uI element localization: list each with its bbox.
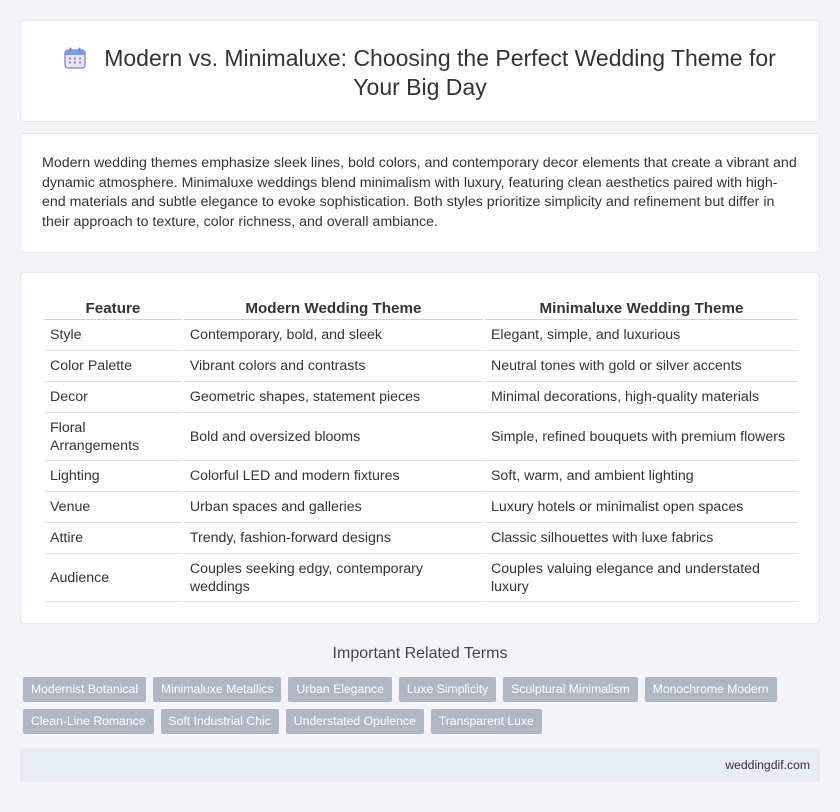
table-cell: Simple, refined bouquets with premium flowers (485, 413, 798, 461)
table-cell: Colorful LED and modern fixtures (184, 461, 483, 492)
column-header-minimaluxe: Minimaluxe Wedding Theme (485, 295, 798, 320)
table-cell: Soft, warm, and ambient lighting (485, 461, 798, 492)
column-header-modern: Modern Wedding Theme (184, 295, 483, 320)
title-card (20, 20, 820, 122)
comparison-table (42, 295, 800, 602)
table-cell: Attire (44, 523, 182, 554)
table-cell: Style (44, 320, 182, 351)
table-cell: Neutral tones with gold or silver accents (485, 351, 798, 382)
table-cell: Classic silhouettes with luxe fabrics (485, 523, 798, 554)
related-tag[interactable]: Monochrome Modern (645, 677, 777, 702)
related-tag[interactable]: Understated Opulence (286, 709, 424, 734)
calendar-icon (64, 47, 86, 69)
table-cell: Urban spaces and galleries (184, 492, 483, 523)
page-title: Modern vs. Minimaluxe: Choosing the Perfect Wedding Theme for Your Big Day (104, 45, 776, 100)
related-terms-title: Important Related Terms (332, 645, 508, 662)
related-tag[interactable]: Soft Industrial Chic (161, 709, 279, 734)
table-row (44, 492, 798, 523)
footer (20, 748, 820, 782)
page-title-wrap (45, 44, 795, 102)
table-cell: Couples seeking edgy, contemporary weddings (184, 554, 483, 602)
column-header-feature: Feature (44, 295, 182, 320)
intro-paragraph: Modern wedding themes emphasize sleek lines, bold colors, and contemporary decor elements that create a vibrant and dynamic atmosphere. Minimaluxe weddings blend minimalism with luxury, featuring clean aesthetics paired with high-end materials and subtle elegance to evoke sophistication. Both styles prioritize simplicity and refinement but differ in their approach to texture, color richness, and overall ambiance. (42, 155, 797, 230)
intro-card (20, 133, 820, 253)
table-cell: Decor (44, 382, 182, 413)
table-row (44, 413, 798, 461)
table-row (44, 320, 798, 351)
table-cell: Luxury hotels or minimalist open spaces (485, 492, 798, 523)
table-cell: Couples valuing elegance and understated luxury (485, 554, 798, 602)
table-cell: Elegant, simple, and luxurious (485, 320, 798, 351)
table-cell: Geometric shapes, statement pieces (184, 382, 483, 413)
table-cell: Floral Arrangements (44, 413, 182, 461)
table-row (44, 382, 798, 413)
table-row (44, 523, 798, 554)
table-cell: Trendy, fashion-forward designs (184, 523, 483, 554)
table-row (44, 554, 798, 602)
table-cell: Audience (44, 554, 182, 602)
table-header-row (44, 295, 798, 320)
table-cell: Bold and oversized blooms (184, 413, 483, 461)
table-row (44, 351, 798, 382)
comparison-card (20, 272, 820, 624)
related-tag[interactable]: Urban Elegance (288, 677, 391, 702)
table-cell: Venue (44, 492, 182, 523)
table-cell: Vibrant colors and contrasts (184, 351, 483, 382)
table-cell: Minimal decorations, high-quality materials (485, 382, 798, 413)
table-cell: Contemporary, bold, and sleek (184, 320, 483, 351)
related-terms-list (23, 677, 813, 734)
related-tag[interactable]: Clean-Line Romance (23, 709, 154, 734)
related-tag[interactable]: Transparent Luxe (431, 709, 542, 734)
related-tag[interactable]: Sculptural Minimalism (503, 677, 638, 702)
footer-site-link[interactable]: weddingdif.com (725, 758, 810, 772)
related-tag[interactable]: Luxe Simplicity (399, 677, 496, 702)
table-cell: Color Palette (44, 351, 182, 382)
table-row (44, 461, 798, 492)
related-tag[interactable]: Modernist Botanical (23, 677, 146, 702)
related-tag[interactable]: Minimaluxe Metallics (153, 677, 281, 702)
table-cell: Lighting (44, 461, 182, 492)
